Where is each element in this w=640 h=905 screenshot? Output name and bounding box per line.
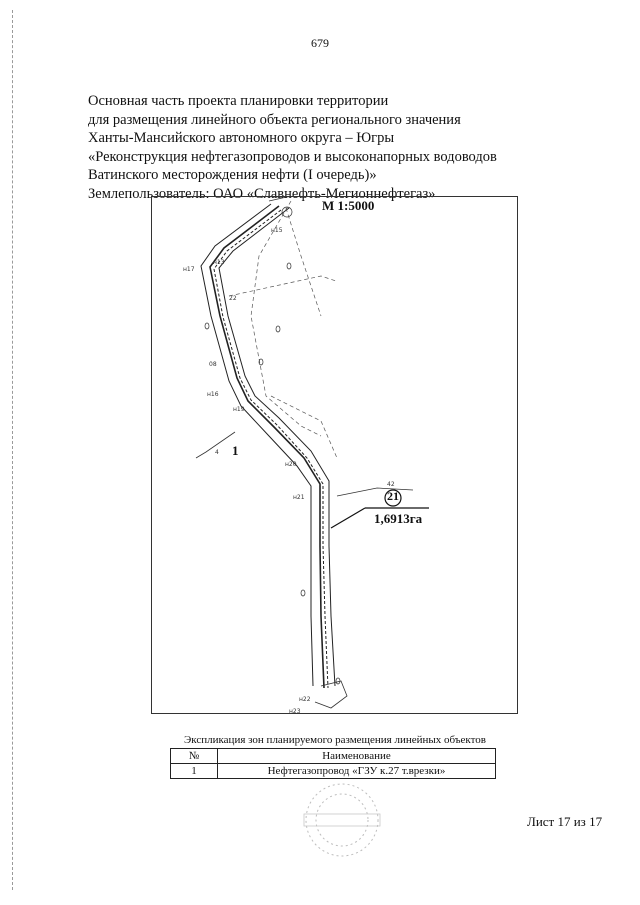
svg-text:н13: н13 [213,259,225,266]
svg-text:н22: н22 [299,696,311,703]
document-header [88,92,497,204]
svg-text:22: 22 [229,295,237,302]
header-line: для размещения линейного объекта регионального значения [88,111,461,128]
row-number: 1 [171,764,218,779]
header-line: Землепользователь: ОАО «Славнефть-Мегионнефтегаз» [88,185,436,202]
svg-text:н20: н20 [285,461,297,468]
svg-text:н23: н23 [289,708,301,714]
line-label: 1 [232,443,239,458]
header-line: Ханты-Мансийского автономного округа – Югры [88,130,395,147]
scan-edge-line [12,10,13,890]
row-name: Нефтегазопровод «ГЗУ к.27 т.врезки» [218,764,496,779]
table-row [171,764,496,779]
table-header-row [171,749,496,764]
map-scale: М 1:5000 [322,198,375,213]
svg-text:н19: н19 [233,406,245,413]
column-header-name: Наименование [218,749,496,764]
page-number: 679 [311,36,329,50]
explication-table [170,748,496,779]
planning-map [151,196,518,714]
sheet-label: Лист 17 из 17 [527,814,603,829]
zone-number: 21 [387,489,399,503]
header-line: Ватинского месторождения нефти (I очередь)» [88,167,377,184]
faded-stamp [282,778,402,868]
svg-text:4: 4 [215,449,219,456]
header-line: «Реконструкция нефтегазопроводов и высоконапорных водоводов [88,148,497,165]
svg-text:н17: н17 [183,266,195,273]
corridor-left-boundary [201,204,313,686]
svg-text:н16: н16 [207,391,219,398]
explication-caption: Экспликация зон планируемого размещения линейных объектов [184,734,486,746]
zone-area: 1,6913га [374,511,423,526]
column-header-number: № [171,749,218,764]
svg-text:08: 08 [209,361,217,368]
svg-text:н21: н21 [293,494,305,501]
svg-text:н15: н15 [271,227,283,234]
header-line: Основная часть проекта планировки территории [88,93,389,109]
svg-text:42: 42 [387,481,395,488]
